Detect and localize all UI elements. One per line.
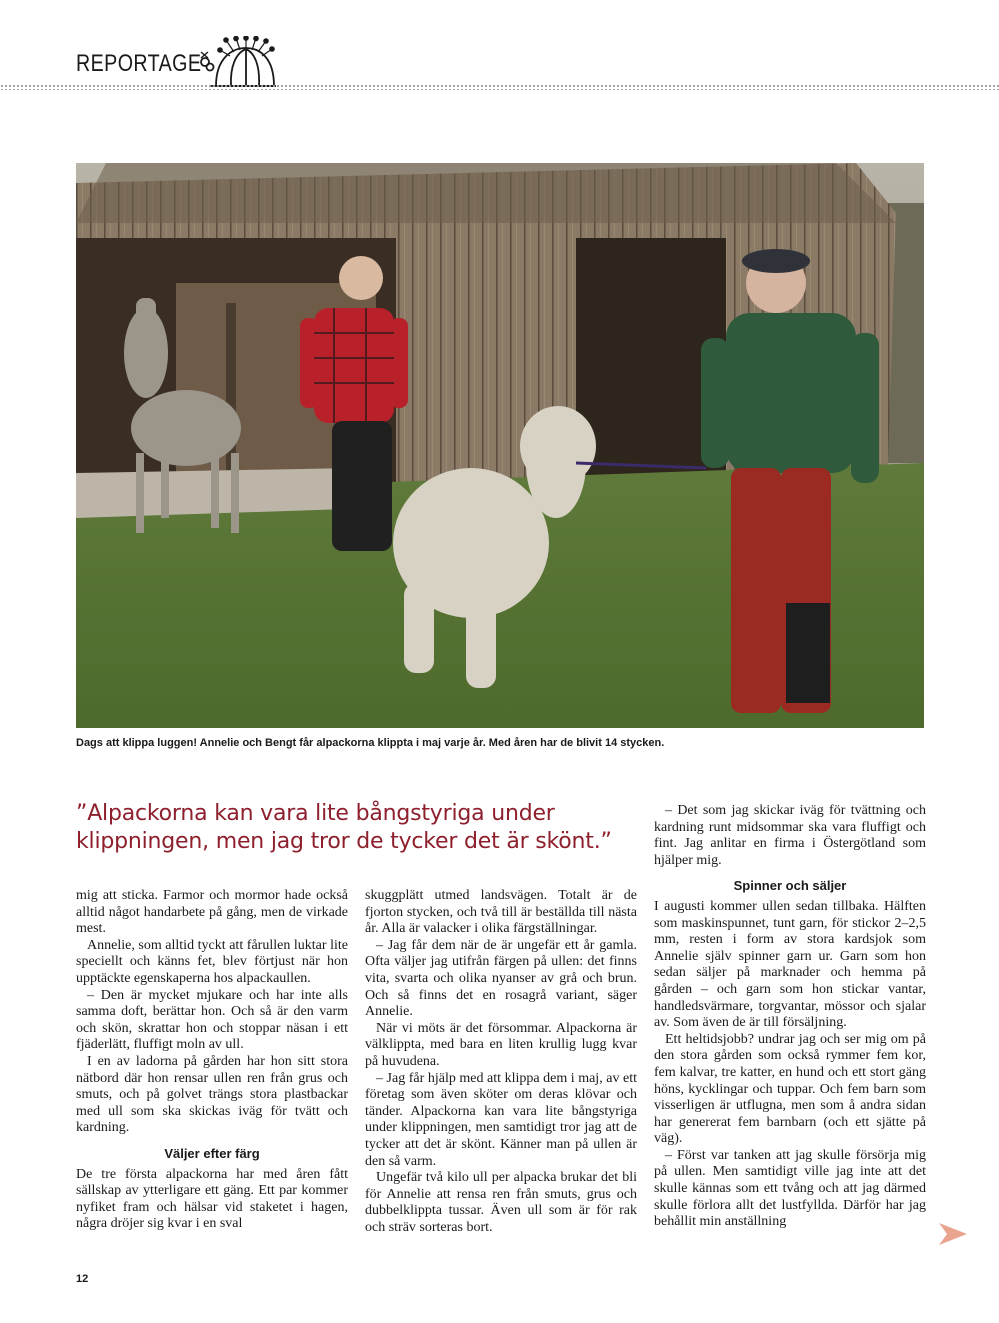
- article-column-3: [654, 803, 926, 1231]
- pull-quote: ”Alpackorna kan vara lite bångstyriga under klippningen, men jag tror de tycker det är skönt.”: [76, 801, 612, 854]
- paragraph: – Det som jag skickar iväg för tvättning och kardning runt midsommar ska vara fluffigt och fint. Jag anlitar en firma i Östergötland som hjälper mig.: [654, 803, 926, 868]
- paragraph: mig att sticka. Farmor och mormor hade också alltid något handarbete på gång, men de virkade mest.: [76, 888, 348, 937]
- section-header: [76, 36, 376, 86]
- paragraph: skuggplätt utmed landsvägen. Totalt är de fjorton stycken, och två till är beställda till nästa år. Alla är valacker i olika färgställningar.: [365, 888, 637, 937]
- article-column-1: [76, 888, 348, 1233]
- paragraph: Ungefär två kilo ull per alpacka brukar det bli för Annelie att rensa ren från smuts, grus och dubbelklippta tussar. Även ull som är för rak och sträv sorteras bort.: [365, 1170, 637, 1235]
- article-column-2: [365, 888, 637, 1236]
- subheading: Spinner och säljer: [733, 878, 847, 894]
- page-number: 12: [76, 1273, 89, 1285]
- paragraph: Annelie, som alltid tyckt att fårullen luktar lite speciellt och känns fet, blev förtjust när hon upptäckte egenskaperna hos alpackaullen.: [76, 937, 348, 986]
- header-divider: [0, 84, 999, 90]
- subheading: Väljer efter färg: [164, 1145, 260, 1161]
- paragraph: När vi möts är det försommar. Alpackorna är välklippta, med bara en liten krullig lugg kvar på huvudena.: [365, 1020, 637, 1069]
- paragraph: Ett heltidsjobb? undrar jag och ser mig om på den stora gården som också rymmer fem kor, fem kalvar, tre katter, en hund och ett stort gäng höns, kycklingar och tuppar. Och fem barn som visserligen är utflugna, men som å andra sidan har genererat fem barnbarn (och ett sjätte på väg).: [654, 1031, 926, 1147]
- alpaca-photo: [76, 163, 924, 728]
- paragraph: – Den är mycket mjukare och har inte alls samma doft, berättar hon. Och så är den varm och skön, skrattar hon och stoppar näsan i ett fjäderlätt, fluffigt moln av ull.: [76, 987, 348, 1053]
- section-label: REPORTAGE: [76, 50, 202, 77]
- pincushion-icon: [196, 36, 276, 88]
- paragraph: I en av ladorna på gården har hon sitt stora nätbord där hon rensar ullen ren från grus och smuts, och på golvet trängs stora plastbackar med ull som ska skickas iväg för tvätt och kardning.: [76, 1053, 348, 1136]
- paragraph: – Jag får dem när de är ungefär ett år gamla. Ofta väljer jag utifrån färgen på ullen: det finns vita, svarta och olika nyanser av grå och brun. Och så finns det en rosagrå variant, säger Annelie.: [365, 937, 637, 1020]
- photo-caption: Dags att klippa luggen! Annelie och Bengt får alpackorna klippta i maj varje år. Med åren har de blivit 14 stycken.: [76, 737, 665, 749]
- paragraph: – Först var tanken att jag skulle försörja mig på ullen. Men samtidigt ville jag inte att det skulle kännas som ett tvång och att jag därmed skulle förlora allt det lustfyllda. Därför har jag behållit min anställning: [654, 1147, 926, 1230]
- paragraph: De tre första alpackorna har med åren fått sällskap av ytterligare ett gäng. Ett par kommer nyfiket fram och hälsar vid staketet i hagen, några dröjer sig kvar i en sval: [76, 1166, 348, 1232]
- next-page-arrow-icon: [937, 1221, 969, 1247]
- paragraph: I augusti kommer ullen sedan tillbaka. Hälften som maskinspunnet, tunt garn, för stickor 2–2,5 mm, resten i form av stora kardsjok som Annelie själv spinner garn ur. Garn som hon sedan säljer på marknader och hemma på gården – och garn som hon stickar vantar, handledsvärmare, torgvantar, mössor och sjalar av. Som även de är till försäljning.: [654, 898, 926, 1031]
- paragraph: – Jag får hjälp med att klippa dem i maj, av ett företag som även sköter om deras klövar och tänder. Alpackorna kan vara lite bångstyriga under klippningen, men samtidigt tror jag att de tycker att det är skönt. Känner man på ullen är den så varm.: [365, 1070, 637, 1169]
